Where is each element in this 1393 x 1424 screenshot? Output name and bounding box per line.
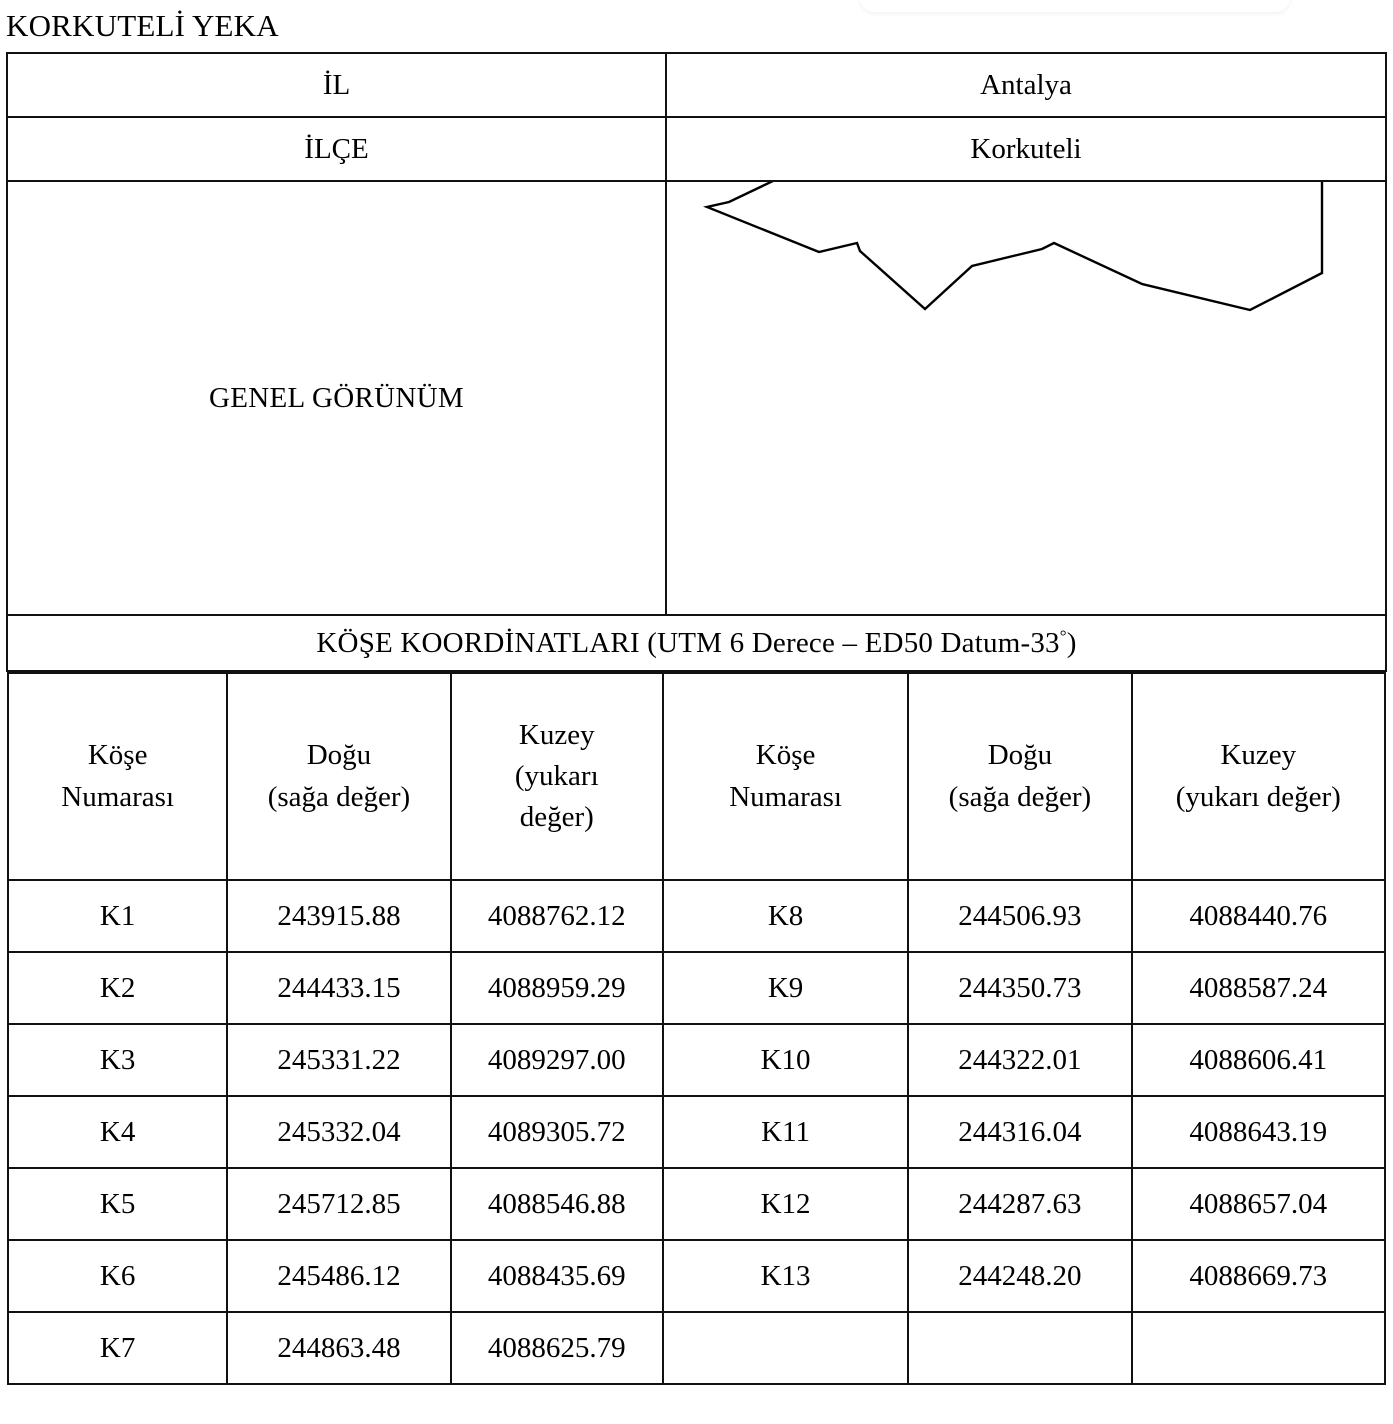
degree-symbol: ° <box>1059 625 1067 645</box>
header-north-left <box>451 673 663 880</box>
value-il: Antalya <box>666 53 1386 117</box>
header-north-left-line2: (yukarı <box>514 759 599 792</box>
cell-east-right: 244506.93 <box>908 880 1131 952</box>
header-north-right-line2: (yukarı değer) <box>1175 780 1341 813</box>
map-cell <box>666 181 1386 615</box>
header-corner-right-line1: Köşe <box>755 739 816 772</box>
coordinates-header-row <box>8 673 1385 880</box>
header-corner-left <box>8 673 227 880</box>
header-corner-right-line2: Numarası <box>729 780 842 813</box>
coordinates-table <box>7 672 1386 1385</box>
cell-north-right <box>1132 1312 1385 1384</box>
cell-north-left: 4088435.69 <box>451 1240 663 1312</box>
value-ilce: Korkuteli <box>666 117 1386 181</box>
cell-corner-right: K9 <box>663 952 908 1024</box>
table-row-il <box>7 53 1386 117</box>
section-title-close: ) <box>1066 626 1077 659</box>
cell-corner-left: K3 <box>8 1024 227 1096</box>
cell-corner-left: K2 <box>8 952 227 1024</box>
table-row <box>8 1312 1385 1384</box>
section-title-text: KÖŞE KOORDİNATLARI (UTM 6 Derece – ED50 Datum-33 <box>316 626 1060 659</box>
cell-corner-right: K13 <box>663 1240 908 1312</box>
overlay-artifact <box>860 0 1290 12</box>
cell-east-right <box>908 1312 1131 1384</box>
label-il: İL <box>7 53 666 117</box>
coordinates-section-title <box>7 615 1386 671</box>
table-row <box>8 1024 1385 1096</box>
cell-north-right: 4088657.04 <box>1132 1168 1385 1240</box>
header-north-right-line1: Kuzey <box>1220 739 1297 772</box>
cell-north-left: 4088959.29 <box>451 952 663 1024</box>
header-east-right-line2: (sağa değer) <box>948 780 1092 813</box>
parcel-boundary-svg <box>667 182 1385 614</box>
cell-north-left: 4088762.12 <box>451 880 663 952</box>
cell-east-left: 245486.12 <box>227 1240 450 1312</box>
cell-north-left: 4088625.79 <box>451 1312 663 1384</box>
header-north-right <box>1132 673 1385 880</box>
cell-east-left: 243915.88 <box>227 880 450 952</box>
cell-corner-right: K11 <box>663 1096 908 1168</box>
cell-corner-left: K5 <box>8 1168 227 1240</box>
main-info-table <box>6 52 1387 1385</box>
table-row <box>8 952 1385 1024</box>
table-row-ilce <box>7 117 1386 181</box>
header-east-left-line1: Doğu <box>306 739 372 772</box>
table-row <box>8 1096 1385 1168</box>
cell-corner-left: K6 <box>8 1240 227 1312</box>
header-north-left-line1: Kuzey <box>518 718 595 751</box>
label-genel-gorunum: GENEL GÖRÜNÜM <box>7 181 666 615</box>
cell-north-left: 4088546.88 <box>451 1168 663 1240</box>
cell-north-right: 4088587.24 <box>1132 952 1385 1024</box>
cell-east-left: 244863.48 <box>227 1312 450 1384</box>
table-row <box>8 1240 1385 1312</box>
coordinates-table-cell <box>7 671 1386 1385</box>
cell-east-left: 245331.22 <box>227 1024 450 1096</box>
header-corner-left-line1: Köşe <box>87 739 148 772</box>
cell-corner-right: K10 <box>663 1024 908 1096</box>
header-east-left-line2: (sağa değer) <box>267 780 411 813</box>
cell-corner-left: K4 <box>8 1096 227 1168</box>
cell-north-right: 4088669.73 <box>1132 1240 1385 1312</box>
cell-east-right: 244248.20 <box>908 1240 1131 1312</box>
cell-north-left: 4089297.00 <box>451 1024 663 1096</box>
header-east-right-line1: Doğu <box>987 739 1053 772</box>
cell-corner-left: K1 <box>8 880 227 952</box>
table-row <box>8 1168 1385 1240</box>
cell-east-left: 245712.85 <box>227 1168 450 1240</box>
header-corner-right <box>663 673 908 880</box>
label-ilce: İLÇE <box>7 117 666 181</box>
cell-east-left: 245332.04 <box>227 1096 450 1168</box>
header-corner-left-line2: Numarası <box>61 780 175 813</box>
cell-east-right: 244316.04 <box>908 1096 1131 1168</box>
cell-east-right: 244287.63 <box>908 1168 1131 1240</box>
table-row <box>8 880 1385 952</box>
cell-north-right: 4088643.19 <box>1132 1096 1385 1168</box>
table-row-coordinates <box>7 671 1386 1385</box>
cell-east-right: 244322.01 <box>908 1024 1131 1096</box>
header-north-left-line3: değer) <box>519 801 594 834</box>
cell-corner-right: K8 <box>663 880 908 952</box>
table-row-genel-gorunum <box>7 181 1386 615</box>
cell-east-right: 244350.73 <box>908 952 1131 1024</box>
header-east-left <box>227 673 450 880</box>
parcel-map <box>667 182 1385 614</box>
header-east-right <box>908 673 1131 880</box>
cell-north-left: 4089305.72 <box>451 1096 663 1168</box>
table-row-section-title <box>7 615 1386 671</box>
cell-corner-right: K12 <box>663 1168 908 1240</box>
parcel-outline-path <box>707 182 1322 310</box>
coordinates-body <box>8 880 1385 1384</box>
page-title: KORKUTELİ YEKA <box>6 8 279 43</box>
cell-corner-right <box>663 1312 908 1384</box>
cell-north-right: 4088440.76 <box>1132 880 1385 952</box>
cell-corner-left: K7 <box>8 1312 227 1384</box>
cell-east-left: 244433.15 <box>227 952 450 1024</box>
cell-north-right: 4088606.41 <box>1132 1024 1385 1096</box>
